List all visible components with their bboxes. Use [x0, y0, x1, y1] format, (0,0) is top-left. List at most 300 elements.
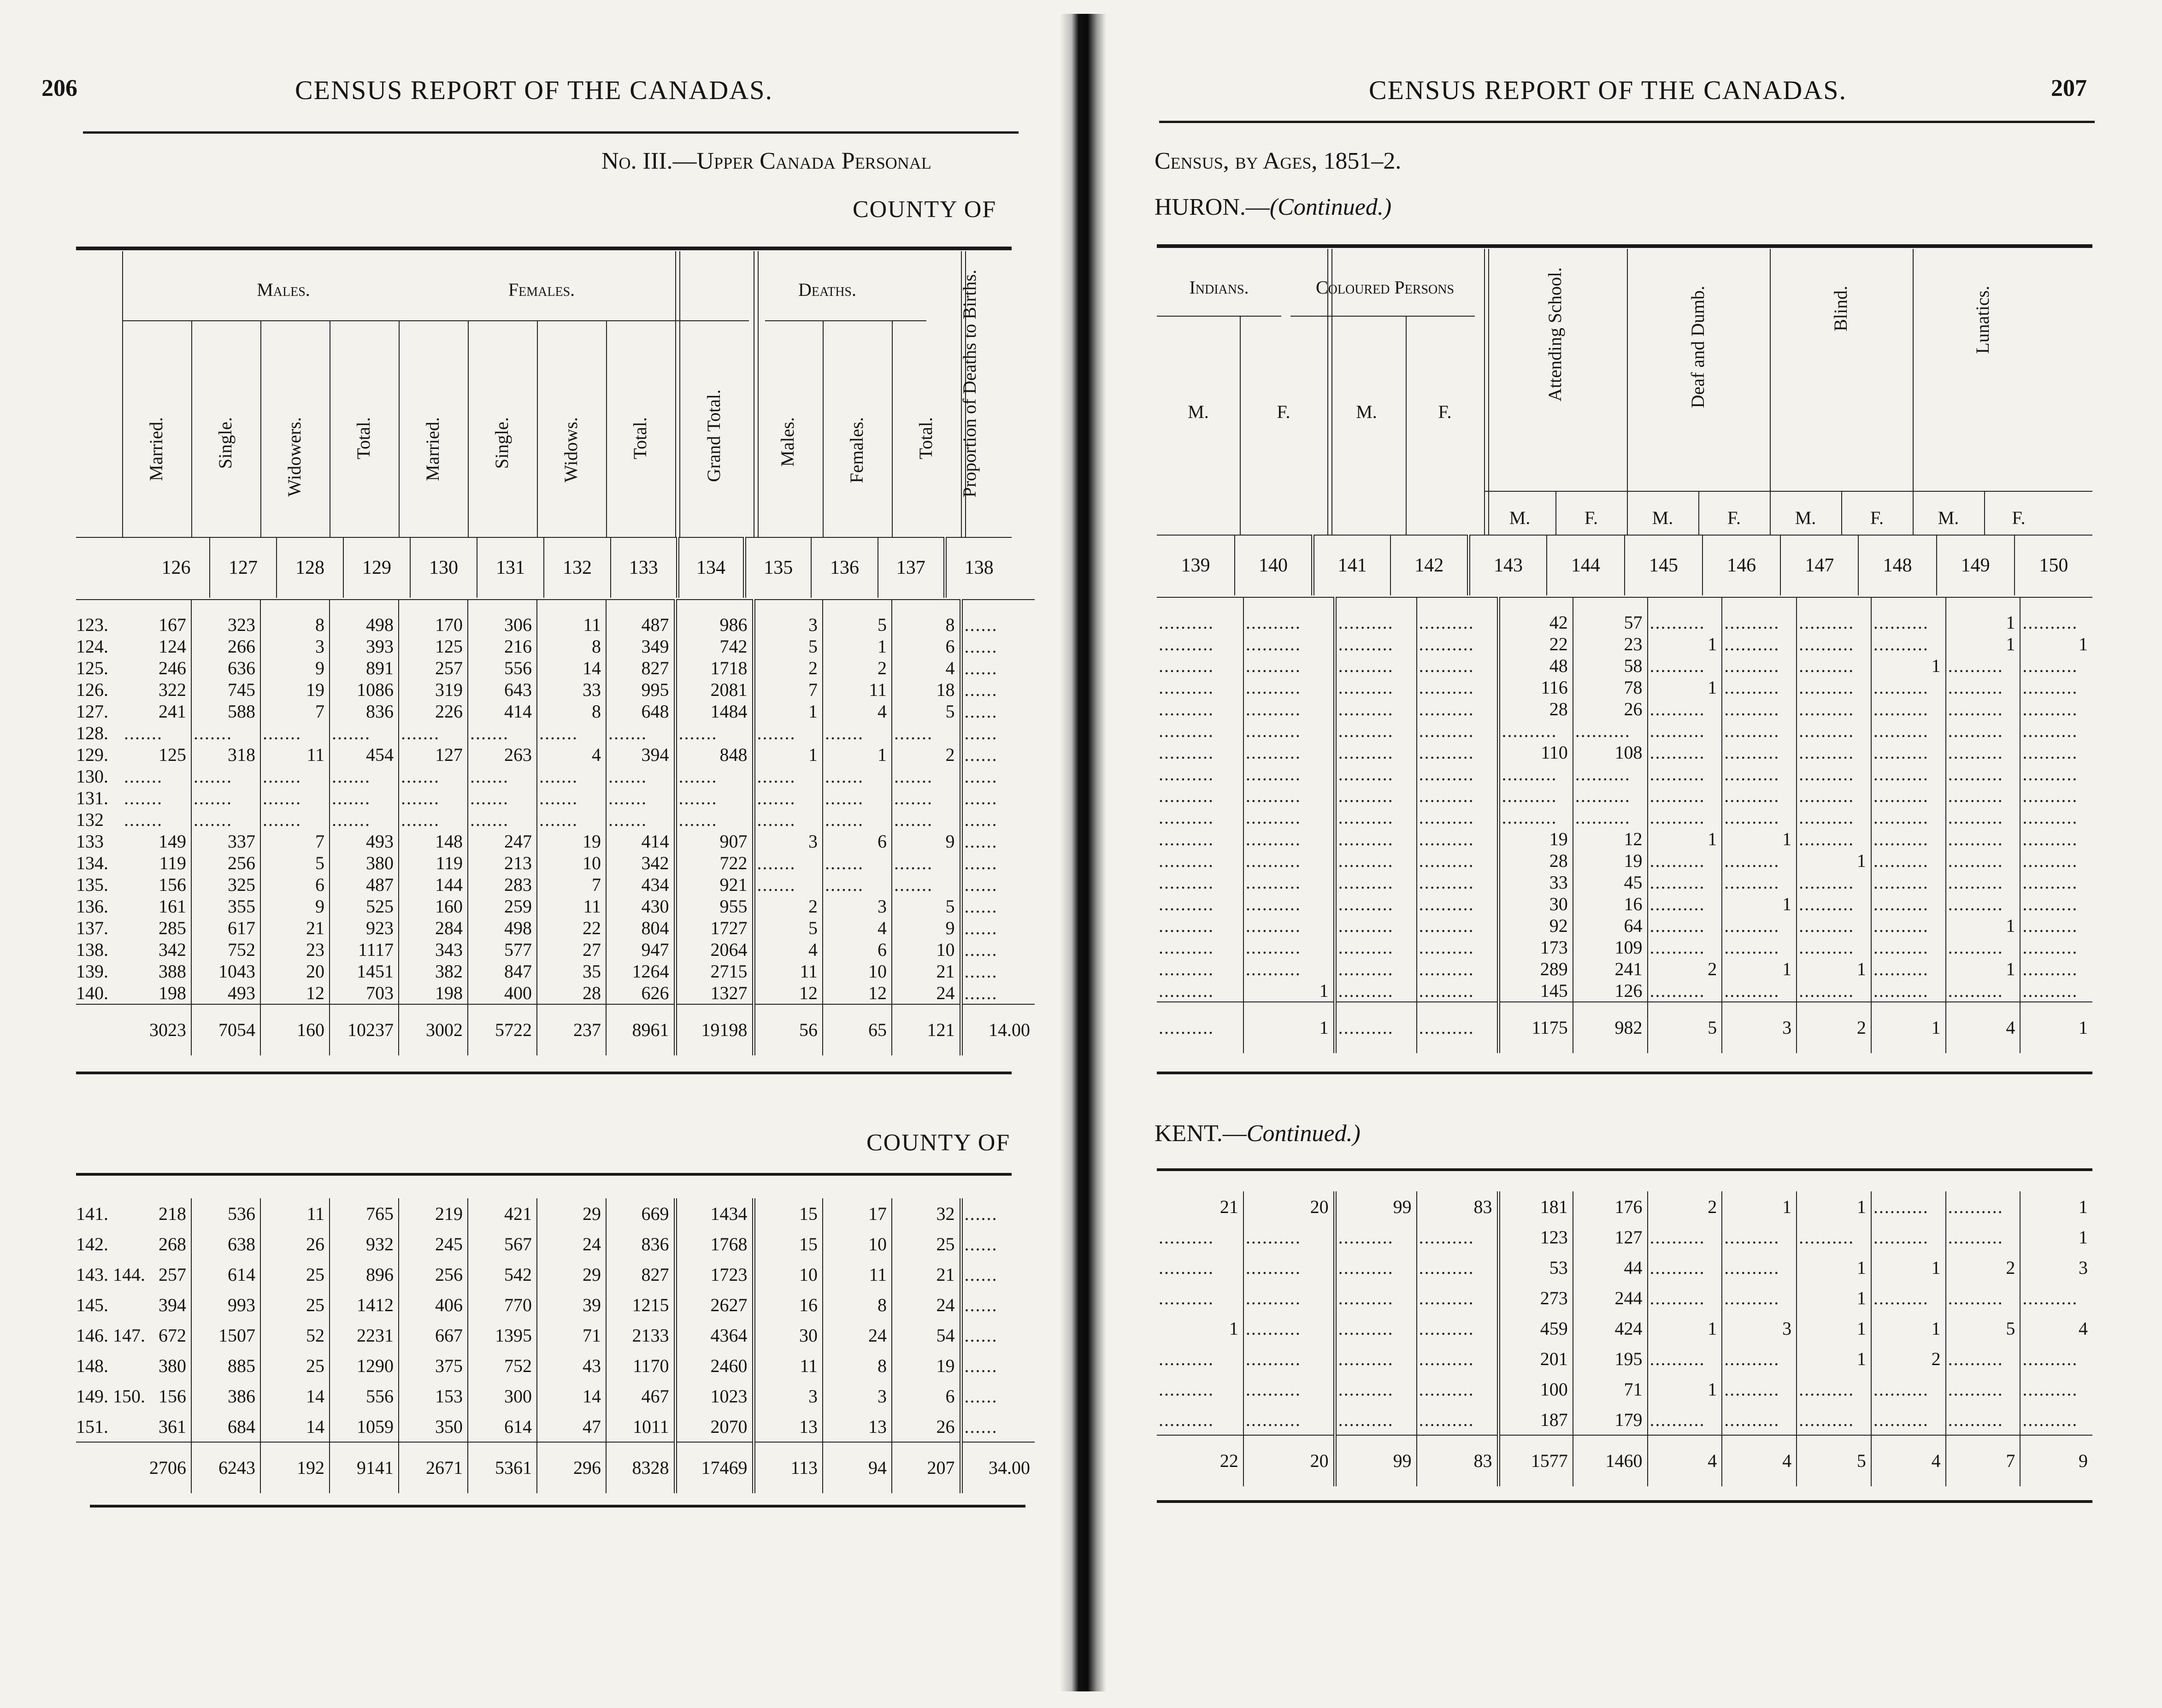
table-cell: 322 — [122, 679, 191, 701]
table-cell: 10 — [892, 939, 961, 960]
table-cell: 847 — [468, 960, 537, 982]
header-proportion: Proportion of Deaths to Births. — [959, 270, 980, 498]
table-cell: .......... — [1573, 720, 1648, 742]
table-cell: 430 — [606, 895, 675, 917]
table-cell: 3 — [1722, 1313, 1797, 1343]
header-attending-school: Attending School. — [1544, 267, 1565, 402]
table-cell: .......... — [2022, 677, 2078, 698]
table-cell: 2627 — [675, 1290, 754, 1320]
table-cell: .......... — [1946, 1343, 2021, 1374]
table-cell: 219 — [399, 1198, 468, 1229]
table-cell: 1 — [2079, 1196, 2088, 1217]
total-cell: 3002 — [399, 1004, 468, 1055]
table-cell: .......... — [1648, 915, 1722, 936]
table-cell: 8 — [823, 1290, 892, 1320]
table-row — [76, 960, 1035, 982]
table-cell: 28 — [1498, 850, 1573, 872]
table-cell: 24 — [537, 1229, 606, 1259]
table-cell: 25 — [260, 1290, 330, 1320]
table-cell: .......... — [1157, 828, 1243, 850]
table-cell: ....... — [330, 766, 399, 787]
table-cell: 643 — [468, 679, 537, 701]
table-cell: 836 — [606, 1229, 675, 1259]
total-cell: 5 — [1648, 1002, 1722, 1053]
row-label: 142. — [76, 1233, 108, 1254]
table-cell: 22 — [1498, 633, 1573, 655]
table-cell: .......... — [2022, 807, 2078, 828]
table-cell: 266 — [191, 636, 260, 657]
table-cell: .......... — [1157, 763, 1243, 785]
table-cell: 672 — [122, 1320, 191, 1350]
table-row — [1157, 980, 2092, 1002]
row-label: 126. — [76, 679, 108, 700]
table-cell: 556 — [468, 657, 537, 679]
total-cell: 20 — [1243, 1435, 1335, 1486]
table-cell: .......... — [1871, 763, 1946, 785]
proportion-cell: ...... — [964, 744, 998, 765]
table-cell: ....... — [122, 809, 191, 830]
table-cell: .......... — [1157, 1374, 1243, 1404]
table-cell: 71 — [1573, 1374, 1648, 1404]
table-cell: 993 — [191, 1290, 260, 1320]
table-row — [76, 636, 1035, 657]
table-cell: 33 — [1498, 872, 1573, 893]
table-cell: 752 — [191, 939, 260, 960]
table-cell: 12 — [823, 982, 892, 1004]
table-cell: 1 — [1243, 980, 1335, 1002]
table-cell: .......... — [1417, 872, 1498, 893]
table-cell: 498 — [468, 917, 537, 939]
table-row — [76, 1381, 1035, 1411]
table-cell: 745 — [191, 679, 260, 701]
table-cell: 273 — [1498, 1283, 1573, 1313]
table-cell: 306 — [468, 614, 537, 636]
total-cell: 192 — [260, 1442, 330, 1493]
table-cell: 542 — [468, 1259, 537, 1290]
huron-caption: HURON.—(Continued.) — [1155, 194, 1392, 220]
table-cell: ....... — [754, 787, 823, 809]
table-cell: ....... — [260, 722, 330, 744]
table-cell: 92 — [1498, 915, 1573, 936]
table-cell: 342 — [122, 939, 191, 960]
table-row — [76, 766, 1035, 787]
table-cell: .......... — [1243, 1313, 1335, 1343]
table-cell: 3 — [823, 1381, 892, 1411]
table-cell: 26 — [260, 1229, 330, 1259]
table-row — [76, 1229, 1035, 1259]
table-cell: ....... — [468, 787, 537, 809]
table-row — [1157, 785, 2092, 807]
table-cell: 1 — [1871, 1252, 1946, 1283]
table-cell: 8 — [892, 614, 961, 636]
table-cell: 7 — [260, 701, 330, 722]
table-cell: 10 — [754, 1259, 823, 1290]
table-cell: 16 — [754, 1290, 823, 1320]
col-header-5: Married. — [422, 417, 443, 481]
table-cell: .......... — [1871, 698, 1946, 720]
table-cell: .......... — [1335, 742, 1416, 763]
table-cell: ....... — [892, 787, 961, 809]
table-cell: .......... — [1946, 893, 2021, 915]
table-cell: ....... — [260, 787, 330, 809]
table-cell: .......... — [1417, 1374, 1498, 1404]
table-cell: .......... — [1871, 677, 1946, 698]
table-cell: 125 — [399, 636, 468, 657]
table-cell: .......... — [1243, 807, 1335, 828]
sub-header-1: M. — [1188, 401, 1209, 422]
table-cell: .......... — [1573, 763, 1648, 785]
table-cell: 245 — [399, 1229, 468, 1259]
table-cell: ....... — [606, 809, 675, 830]
table-cell: ....... — [191, 787, 260, 809]
table-cell: 4 — [2079, 1318, 2088, 1339]
table-cell: .......... — [1498, 720, 1573, 742]
row-label: 132 — [76, 809, 104, 830]
table-cell: 4 — [754, 939, 823, 960]
col-number-134: 134 — [677, 537, 744, 598]
table-cell: 400 — [468, 982, 537, 1004]
table-cell: .......... — [1648, 1283, 1722, 1313]
table-cell: ....... — [823, 787, 892, 809]
table-cell: 144 — [399, 874, 468, 895]
table-cell: .......... — [2022, 1287, 2078, 1308]
table-cell: 1011 — [606, 1411, 675, 1442]
table-cell: 770 — [468, 1290, 537, 1320]
table-cell: 1 — [2079, 1226, 2088, 1248]
table-cell: 5 — [823, 614, 892, 636]
row-label: 135. — [76, 874, 108, 895]
table-cell: 257 — [399, 657, 468, 679]
table-cell: 2715 — [675, 960, 754, 982]
total-cell: 5722 — [468, 1004, 537, 1055]
right-block-2-top-rule — [1157, 1168, 2092, 1171]
table-cell: .......... — [1417, 698, 1498, 720]
table-cell: 617 — [191, 917, 260, 939]
table-cell: ....... — [754, 722, 823, 744]
table-cell: ....... — [399, 787, 468, 809]
table-cell: 25 — [260, 1350, 330, 1381]
table-cell: 421 — [468, 1198, 537, 1229]
table-cell: ....... — [537, 722, 606, 744]
table-row — [1157, 1252, 2092, 1283]
total-cell: 4 — [1722, 1435, 1797, 1486]
table-cell: 35 — [537, 960, 606, 982]
table-cell: 6 — [892, 636, 961, 657]
table-cell: 5 — [754, 917, 823, 939]
table-cell: 467 — [606, 1381, 675, 1411]
table-top-rule — [76, 247, 1012, 250]
table-cell: 42 — [1498, 612, 1573, 633]
table-cell: .......... — [1722, 633, 1797, 655]
col-number-132: 132 — [544, 537, 611, 598]
table-cell: .......... — [1797, 828, 1871, 850]
table-cell: 3 — [2079, 1257, 2088, 1278]
table-cell: 493 — [330, 830, 399, 852]
table-cell: 119 — [122, 852, 191, 874]
col-number-137: 137 — [878, 537, 945, 598]
table-cell: 1327 — [675, 982, 754, 1004]
table-cell: 1 — [1648, 633, 1722, 655]
row-label: 146. 147. — [76, 1325, 145, 1346]
table-row — [1157, 1313, 2092, 1343]
table-cell: .......... — [1335, 1222, 1416, 1252]
total-cell: 56 — [754, 1004, 823, 1055]
table-row — [1157, 872, 2092, 893]
table-cell: 1043 — [191, 960, 260, 982]
table-cell: 246 — [122, 657, 191, 679]
table-cell: .......... — [1157, 980, 1243, 1002]
table-cell: .......... — [2022, 785, 2078, 806]
table-cell: 11 — [823, 1259, 892, 1290]
table-cell: .......... — [1648, 936, 1722, 958]
total-cell: 1 — [2020, 1002, 2092, 1053]
table-cell: .......... — [1243, 742, 1335, 763]
table-cell: .......... — [1157, 785, 1243, 807]
table-cell: 1 — [1797, 958, 1871, 980]
table-cell: 891 — [330, 657, 399, 679]
table-cell: .......... — [1722, 1404, 1797, 1435]
table-cell: 4 — [823, 701, 892, 722]
total-cell: 6243 — [191, 1442, 260, 1493]
table-cell: .......... — [1335, 807, 1416, 828]
table-cell: 2 — [1648, 958, 1722, 980]
col-header-4: Total. — [353, 417, 374, 459]
table-cell: 244 — [1573, 1283, 1648, 1313]
total-cell: 34.00 — [961, 1442, 1035, 1493]
table-cell: .......... — [2022, 1378, 2078, 1400]
proportion-cell: ...... — [964, 1264, 998, 1285]
table-cell: .......... — [1722, 807, 1797, 828]
col-number-127: 127 — [210, 537, 277, 598]
table-cell: ....... — [823, 874, 892, 895]
sub-header-8: F. — [1727, 507, 1741, 528]
table-cell: .......... — [1648, 850, 1722, 872]
table-cell: 145 — [1498, 980, 1573, 1002]
table-cell: 13 — [823, 1411, 892, 1442]
table-cell: .......... — [1797, 655, 1871, 677]
table-cell: .......... — [1157, 1283, 1243, 1313]
table-cell: 393 — [330, 636, 399, 657]
table-cell: 986 — [675, 614, 754, 636]
table-cell: 195 — [1573, 1343, 1648, 1374]
table-cell: .......... — [1417, 1222, 1498, 1252]
table-cell: .......... — [1871, 720, 1946, 742]
table-cell: 12 — [754, 982, 823, 1004]
table-row — [1157, 915, 2092, 936]
running-head-left: CENSUS REPORT OF THE CANADAS. — [295, 75, 773, 105]
table-cell: 1215 — [606, 1290, 675, 1320]
col-number-139: 139 — [1157, 535, 1235, 595]
table-cell: ....... — [675, 787, 754, 809]
table-row — [1157, 1191, 2092, 1222]
table-cell: 9 — [892, 830, 961, 852]
table-cell: 100 — [1498, 1374, 1573, 1404]
total-cell: 237 — [537, 1004, 606, 1055]
table-cell: 21 — [892, 1259, 961, 1290]
table-cell: 742 — [675, 636, 754, 657]
table-cell: 4364 — [675, 1320, 754, 1350]
header-males: Males. — [257, 279, 310, 300]
sub-header-5: M. — [1509, 507, 1531, 528]
table-cell: 30 — [754, 1320, 823, 1350]
table-cell: 2 — [754, 657, 823, 679]
table-cell: 3 — [823, 895, 892, 917]
table-cell: 669 — [606, 1198, 675, 1229]
table-cell: 256 — [399, 1259, 468, 1290]
table-cell: 343 — [399, 939, 468, 960]
proportion-cell: ...... — [964, 896, 998, 917]
table-cell: 285 — [122, 917, 191, 939]
table-cell: 684 — [191, 1411, 260, 1442]
table-cell: 5 — [892, 895, 961, 917]
table-cell: .......... — [1417, 915, 1498, 936]
table-row — [1157, 698, 2092, 720]
table-cell: 218 — [122, 1198, 191, 1229]
table-cell: 153 — [399, 1381, 468, 1411]
table-cell: .......... — [1335, 720, 1416, 742]
table-cell: 2 — [1946, 1252, 2021, 1283]
total-cell: 7 — [1946, 1435, 2021, 1486]
table-cell: 7 — [537, 874, 606, 895]
col-header-2: Single. — [215, 417, 236, 469]
table-cell: 1086 — [330, 679, 399, 701]
table-cell: 213 — [468, 852, 537, 874]
table-cell: .......... — [1335, 936, 1416, 958]
total-cell: .......... — [1417, 1002, 1498, 1053]
table-cell: 382 — [399, 960, 468, 982]
table-cell: 2133 — [606, 1320, 675, 1350]
table-cell: 1 — [1871, 1313, 1946, 1343]
table-cell: .......... — [1722, 936, 1797, 958]
table-cell: .......... — [1871, 893, 1946, 915]
table-cell: 5 — [260, 852, 330, 874]
table-cell: 636 — [191, 657, 260, 679]
total-cell: 3 — [1722, 1002, 1797, 1053]
table-cell: 187 — [1498, 1404, 1573, 1435]
table-cell: 23 — [260, 939, 330, 960]
table-cell: 2 — [754, 895, 823, 917]
table-cell: 176 — [1573, 1191, 1648, 1222]
table-cell: .......... — [1946, 677, 2021, 698]
table-cell: .......... — [1243, 612, 1335, 633]
row-label: 134. — [76, 853, 108, 873]
table-cell: 12 — [1573, 828, 1648, 850]
table-cell: .......... — [1335, 1374, 1416, 1404]
table-cell: 19 — [537, 830, 606, 852]
table-cell: .......... — [1648, 612, 1722, 633]
table-cell: 21 — [260, 917, 330, 939]
table-cell: ....... — [754, 766, 823, 787]
total-cell: 121 — [892, 1004, 961, 1055]
col-number-128: 128 — [277, 537, 343, 598]
table-cell: ....... — [675, 722, 754, 744]
table-cell: 414 — [468, 701, 537, 722]
table-cell: 1 — [1648, 1313, 1722, 1343]
table-cell: .......... — [1335, 1283, 1416, 1313]
table-cell: 28 — [537, 982, 606, 1004]
table-cell: .......... — [1335, 677, 1416, 698]
table-cell: 198 — [122, 982, 191, 1004]
table-cell: 752 — [468, 1350, 537, 1381]
table-cell: 325 — [191, 874, 260, 895]
table-cell: .......... — [1648, 1222, 1722, 1252]
col-number-144: 144 — [1547, 535, 1625, 595]
table-cell: .......... — [2022, 612, 2078, 633]
table-cell: ....... — [468, 809, 537, 830]
col-number-148: 148 — [1858, 535, 1936, 595]
table-cell: .......... — [1417, 958, 1498, 980]
page-number-right: 207 — [2051, 75, 2087, 101]
table-row — [76, 744, 1035, 766]
table-cell: .......... — [1157, 915, 1243, 936]
table-cell: 386 — [191, 1381, 260, 1411]
col-number-130: 130 — [410, 537, 477, 598]
col-header-9: Grand Total. — [703, 389, 724, 482]
col-number-126: 126 — [143, 537, 210, 598]
table-cell: 127 — [1573, 1222, 1648, 1252]
totals-row — [1157, 1002, 2092, 1053]
table-cell: 1 — [1722, 893, 1797, 915]
table-cell: .......... — [1243, 872, 1335, 893]
table-cell: .......... — [1648, 720, 1722, 742]
running-head-right: CENSUS REPORT OF THE CANADAS. — [1369, 75, 1847, 105]
table-row — [76, 939, 1035, 960]
table-cell: 6 — [823, 830, 892, 852]
total-cell: 207 — [892, 1442, 961, 1493]
table-cell: 149 — [122, 830, 191, 852]
table-cell: 932 — [330, 1229, 399, 1259]
table-cell: .......... — [1871, 958, 1946, 980]
table-cell: .......... — [1498, 763, 1573, 785]
table-cell: 241 — [122, 701, 191, 722]
table-cell: .......... — [1946, 1283, 2021, 1313]
table-cell: .......... — [1157, 872, 1243, 893]
table-row — [76, 874, 1035, 895]
table-cell: 318 — [191, 744, 260, 766]
table-cell: 2081 — [675, 679, 754, 701]
table-cell: 1117 — [330, 939, 399, 960]
table-cell: 10 — [823, 960, 892, 982]
table-cell: .......... — [1797, 872, 1871, 893]
table-cell: 10 — [823, 1229, 892, 1259]
table-cell: 15 — [754, 1229, 823, 1259]
right-table-header — [1157, 249, 2092, 535]
table-row — [1157, 958, 2092, 980]
table-cell: ....... — [892, 874, 961, 895]
col-number-138: 138 — [964, 557, 994, 578]
table-cell: 349 — [606, 636, 675, 657]
table-row — [76, 809, 1035, 830]
table-cell: .......... — [1157, 677, 1243, 698]
row-label: 130. — [76, 766, 108, 787]
table-cell: 58 — [1573, 655, 1648, 677]
table-cell: 14 — [537, 657, 606, 679]
table-cell: 1 — [1797, 1283, 1871, 1313]
row-label: 128. — [76, 723, 108, 743]
table-cell: 20 — [260, 960, 330, 982]
sub-header-2: F. — [1277, 401, 1290, 422]
table-cell: ....... — [606, 766, 675, 787]
total-cell: 2671 — [399, 1442, 468, 1493]
table-cell: 30 — [1498, 893, 1573, 915]
table-cell: 181 — [1498, 1191, 1573, 1222]
proportion-cell: ...... — [964, 1233, 998, 1254]
col-number-146: 146 — [1703, 535, 1780, 595]
table-cell: 9 — [260, 657, 330, 679]
table-cell: 459 — [1498, 1313, 1573, 1343]
table-cell: ....... — [537, 766, 606, 787]
table-cell: .......... — [1417, 677, 1498, 698]
